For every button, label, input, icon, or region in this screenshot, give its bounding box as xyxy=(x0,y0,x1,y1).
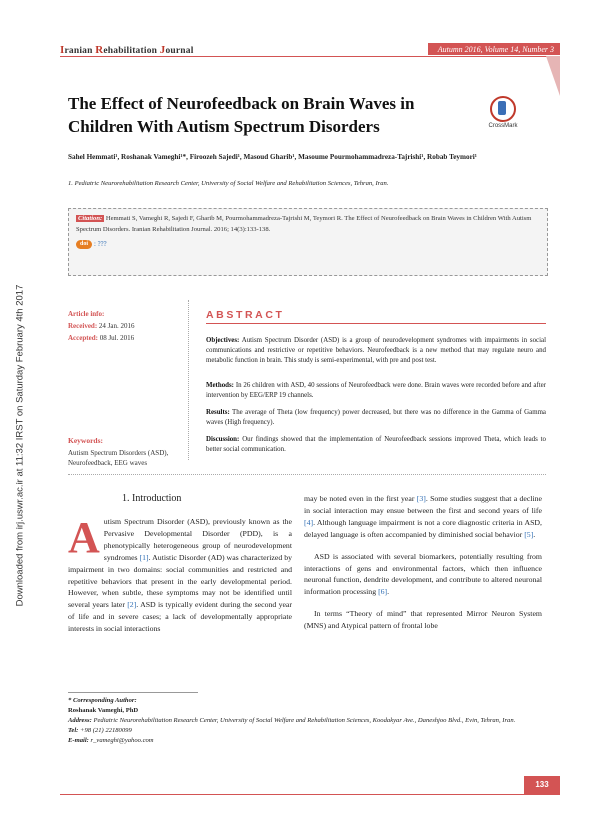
citation-text xyxy=(76,214,536,235)
section-heading-introduction: 1. Introduction xyxy=(122,493,182,504)
abstract-methods-label: Methods: xyxy=(206,382,234,389)
abstract-objectives-label: Objectives: xyxy=(206,337,240,344)
address-value: Pediatric Neurorehabilitation Research Center, University of Social Welfare and Rehabilitation Sciences, Koodakyar Ave., Daneshjoo Blvd., Evin, Tehran, Iran. xyxy=(93,717,516,724)
corresponding-tel xyxy=(68,726,538,736)
article-title: The Effect of Neurofeedback on Brain Waves in Children With Autism Spectrum Disorders xyxy=(68,94,415,136)
intro-text-2c: . Although language impairment is not a core diagnostic criteria in ASD, delayed language is often accompanied by diminished social behavior xyxy=(304,517,542,539)
crossmark-label: CrossMark xyxy=(488,123,518,129)
abstract-objectives xyxy=(206,336,546,365)
journal-cap-2: R xyxy=(95,44,104,56)
corner-decoration xyxy=(546,56,560,96)
issue-info: Autumn 2016, Volume 14, Number 3 xyxy=(437,45,554,54)
abstract-objectives-text: Autism Spectrum Disorder (ASD) is a group of neurodevelopment syndromes with impairments in social communications and restrictive or repetitive behaviors. Neurofeedback is a new method that may regulate neuro and metabolic function in brain. This study is semi-experimental, with pre and post test. xyxy=(206,337,546,364)
abstract-methods-text: In 26 children with ASD, 40 sessions of Neurofeedback were done. Brain waves were recorded before and after intervention by EEG/ERP 19 channels. xyxy=(206,382,546,399)
doi-link[interactable]: : ??? xyxy=(94,241,107,249)
journal-rest-1: ranian xyxy=(64,46,96,56)
journal-rest-2: ehabilitation xyxy=(103,46,160,56)
email-label: E-mail: xyxy=(68,737,89,744)
ref-link-1[interactable]: [1] xyxy=(139,552,149,562)
crossmark-icon xyxy=(490,96,516,122)
received-date xyxy=(68,322,135,330)
corresponding-name: Roshanak Vameghi, PhD xyxy=(68,707,139,714)
journal-rest-3: ournal xyxy=(165,46,194,56)
abstract-methods xyxy=(206,381,546,401)
doi-icon: doi xyxy=(76,240,92,249)
intro-text-2a: may be noted even in the first year xyxy=(304,494,417,503)
accepted-date xyxy=(68,334,134,342)
download-note xyxy=(10,150,24,730)
corresponding-label: * Corresponding Author: xyxy=(68,697,137,704)
intro-paragraph-3 xyxy=(304,551,542,599)
crossmark-badge[interactable] xyxy=(486,96,520,129)
article-info-label: Article info: xyxy=(68,310,105,318)
keywords-label: Keywords: xyxy=(68,436,103,445)
ref-link-2[interactable]: [2] xyxy=(127,600,137,610)
abstract-bottom-divider xyxy=(68,474,546,475)
journal-cap-1: I xyxy=(60,44,65,56)
author-list: Sahel Hemmati¹, Roshanak Vameghi¹*, Firoozeh Sajedi¹, Masoud Gharib¹, Masoume Pourmohammadreza-Tajrishi¹, Robab Teymori¹ xyxy=(68,153,477,161)
download-note-text: Downloaded from irj.uswr.ac.ir at 11:32 IRST on Saturday February 4th 2017 xyxy=(14,284,26,607)
intro-paragraph-4: In terms “Theory of mind” that represented Mirror Neuron System (MNS) and Atypical pattern of frontal lobe xyxy=(304,609,542,631)
keywords-text: Autism Spectrum Disorders (ASD), Neurofeedback, EEG waves xyxy=(68,449,169,467)
footer-rule xyxy=(60,794,560,795)
ref-link-3[interactable]: [3] xyxy=(416,494,426,503)
page-number: 133 xyxy=(524,776,560,794)
abstract-results xyxy=(206,408,546,428)
corresponding-email xyxy=(68,736,538,746)
received-value: 24 Jan. 2016 xyxy=(98,322,135,330)
abstract-discussion xyxy=(206,435,546,455)
body-left-column xyxy=(68,513,293,635)
dropcap: A xyxy=(68,513,100,562)
column-divider xyxy=(188,300,189,460)
intro-text-3b: . xyxy=(387,587,390,597)
intro-paragraph-1 xyxy=(68,513,293,635)
intro-text-1b: . Autistic Disorder (AD) was characterized by impairment in two domains: social communities and restricted and repetitive behaviors that present in the early developmental period. However, when subtle, these symptoms may not be identified until several years later xyxy=(68,552,293,610)
abstract-results-label: Results: xyxy=(206,409,230,416)
abstract-heading: ABSTRACT xyxy=(206,309,285,321)
ref-link-5[interactable]: [5] xyxy=(524,529,534,539)
abstract-rule xyxy=(206,323,546,324)
tel-label: Tel: xyxy=(68,727,79,734)
citation-label: Citation: xyxy=(78,215,103,222)
intro-text-1a: utism Spectrum Disorder (ASD), previously known as the Pervasive Developmental Disorder (PDD), is a phenotypically heterogeneous group of neurodevelopment syndromes xyxy=(103,517,292,562)
intro-text-1c: . ASD is typically evident during the second year of life and in severe cases; a lack of developmentally appropriate interests in social interactions xyxy=(68,600,292,634)
body-right-column xyxy=(304,493,542,632)
accepted-label: Accepted: xyxy=(68,334,98,342)
footnote-rule xyxy=(68,692,198,693)
received-label: Received: xyxy=(68,322,98,330)
ref-link-6[interactable]: [6] xyxy=(378,587,388,597)
ref-link-4[interactable]: [4] xyxy=(304,517,314,527)
abstract-discussion-text: Our findings showed that the implementation of Neurofeedback sessions improved Theta, which leads to better social communication. xyxy=(206,436,546,453)
affiliation: 1. Pediatric Neurorehabilitation Research Center, University of Social Welfare and Rehabilitation Sciences, Tehran, Iran. xyxy=(68,180,389,187)
abstract-discussion-label: Discussion: xyxy=(206,436,240,443)
intro-paragraph-2 xyxy=(304,493,542,541)
abstract-results-text: The average of Theta (low frequency) power decreased, but there was no difference in the Gamma of Gamma waves (High frequency). xyxy=(206,409,546,426)
tel-value: +98 (21) 22180099 xyxy=(80,727,132,734)
accepted-value: 08 Jul. 2016 xyxy=(99,334,135,342)
corresponding-author-footnote xyxy=(68,696,538,746)
email-value[interactable]: r_vameghi@yahoo.com xyxy=(90,737,154,744)
journal-cap-3: J xyxy=(159,44,166,56)
intro-text-2d: . xyxy=(533,529,536,539)
corresponding-address xyxy=(68,716,538,726)
address-label: Address: xyxy=(68,717,92,724)
doi-line xyxy=(76,240,107,249)
journal-name xyxy=(60,44,194,56)
intro-text-2b: . Some studies suggest that a decline in social interaction may ensue between the first and second years of life xyxy=(304,494,543,515)
citation-body: Hemmati S, Vameghi R, Sajedi F, Gharib M, Pourmohammadreza-Tajrishi M, Teymori R. The Effect of Neurofeedback on Brain Waves in Children With Autism Spectrum Disorders. Iranian Rehabilitation Journal. 2016; 14(3):133-138. xyxy=(76,215,532,233)
header-rule xyxy=(60,56,560,57)
intro-text-3a: ASD is associated with several biomarkers, potentially resulting from interactions of gens and environmental factors, which then influence neuronal function, dendrite development, and contribute to altered neuronal information processing xyxy=(304,551,542,597)
